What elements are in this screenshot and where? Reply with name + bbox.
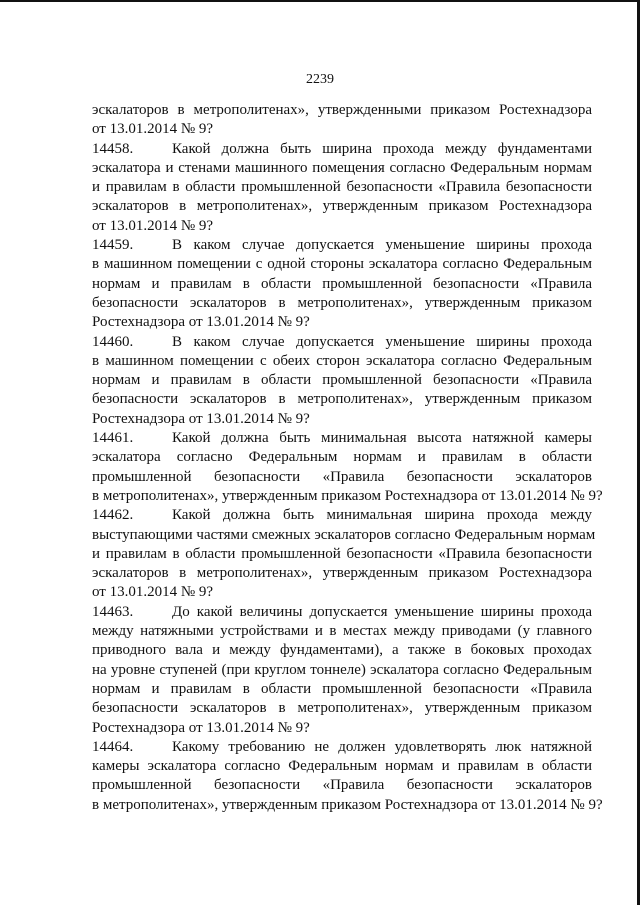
- line-text: нормам и правилам в области промышленной безопасности «Правила: [92, 680, 592, 697]
- line-text: промышленной безопасности «Правила безопасности эскалаторов: [92, 777, 592, 794]
- document-body: [92, 101, 603, 815]
- text-line: [92, 294, 592, 313]
- page-number: 2239: [306, 72, 334, 87]
- question-first-line: [92, 738, 592, 757]
- text-line: [92, 776, 592, 795]
- text-line: [92, 545, 592, 564]
- question-number: 14462.: [92, 507, 134, 524]
- line-text: нормам и правилам в области промышленной безопасности «Правила: [92, 275, 592, 292]
- text-line: [92, 197, 592, 216]
- question-number: 14461.: [92, 430, 134, 447]
- line-text: В каком случае допускается уменьшение ширины прохода: [172, 333, 592, 350]
- line-text: Ростехнадзора от 13.01.2014 № 9?: [92, 314, 310, 331]
- text-line: [92, 390, 592, 409]
- text-line: [92, 526, 596, 545]
- question-first-line: [92, 603, 592, 622]
- text-line: [92, 583, 592, 602]
- question-first-line: [92, 236, 592, 255]
- line-text: приводного вала и между фундаментами), а также в боковых проходах: [92, 642, 592, 659]
- question-first-line: [92, 333, 592, 352]
- line-text: Ростехнадзора от 13.01.2014 № 9?: [92, 410, 310, 427]
- line-text: выступающими частями смежных эскалаторов согласно Федеральным нормам: [92, 526, 596, 543]
- line-text: на уровне ступеней (при круглом тоннеле) эскалатора согласно Федеральным: [92, 661, 592, 678]
- line-text: в метрополитенах», утвержденным приказом Ростехнадзора от 13.01.2014 № 9?: [92, 487, 603, 504]
- text-line: [92, 371, 592, 390]
- line-text: безопасности эскалаторов в метрополитенах», утвержденным приказом: [92, 391, 592, 408]
- line-text: в машинном помещении с одной стороны эскалатора согласно Федеральным: [92, 256, 592, 273]
- line-text: Какой должна быть минимальная высота натяжной камеры: [172, 430, 592, 447]
- scan-edge-top: [0, 0, 640, 2]
- line-text: нормам и правилам в области промышленной безопасности «Правила: [92, 372, 592, 389]
- line-text: и правилам в области промышленной безопасности «Правила безопасности: [92, 179, 592, 196]
- text-line: [92, 680, 592, 699]
- text-line: [92, 217, 592, 236]
- text-line: [92, 159, 592, 178]
- line-text: До какой величины допускается уменьшение ширины прохода: [172, 603, 592, 620]
- question-first-line: [92, 140, 592, 159]
- question-first-line: [92, 506, 592, 525]
- text-line: [92, 352, 592, 371]
- text-line: [92, 487, 603, 506]
- text-line: [92, 275, 592, 294]
- line-text: эскалатора и стенами машинного помещения согласно Федеральным нормам: [92, 159, 592, 176]
- question-number: 14463.: [92, 603, 134, 620]
- question-number: 14464.: [92, 738, 134, 755]
- line-text: от 13.01.2014 № 9?: [92, 121, 214, 138]
- line-text: безопасности эскалаторов в метрополитенах», утвержденным приказом: [92, 294, 592, 311]
- text-line: [92, 661, 592, 680]
- line-text: Какой должна быть минимальная ширина прохода между: [172, 507, 592, 524]
- line-text: между натяжными устройствами и в местах между приводами (у главного: [92, 623, 592, 640]
- text-line: [92, 120, 592, 139]
- text-line: [92, 178, 592, 197]
- text-line: [92, 699, 592, 718]
- line-text: В каком случае допускается уменьшение ширины прохода: [172, 237, 592, 254]
- text-line: [92, 468, 592, 487]
- question-number: 14458.: [92, 140, 134, 157]
- text-line: [92, 101, 592, 120]
- line-text: от 13.01.2014 № 9?: [92, 217, 214, 234]
- line-text: от 13.01.2014 № 9?: [92, 584, 214, 601]
- text-line: [92, 313, 592, 332]
- line-text: безопасности эскалаторов в метрополитенах», утвержденным приказом: [92, 700, 592, 717]
- line-text: эскалаторов в метрополитенах», утвержденными приказом Ростехнадзора: [92, 102, 592, 118]
- line-text: в машинном помещении с обеих сторон эскалатора согласно Федеральным: [92, 352, 592, 369]
- line-text: и правилам в области промышленной безопасности «Правила безопасности: [92, 545, 592, 562]
- text-line: [92, 796, 603, 815]
- line-text: эскалаторов в метрополитенах», утвержденным приказом Ростехнадзора: [92, 565, 592, 582]
- line-text: Какой должна быть ширина прохода между фундаментами: [172, 140, 592, 157]
- question-first-line: [92, 429, 592, 448]
- line-text: эскалатора согласно Федеральным нормам и правилам в области: [92, 449, 592, 466]
- line-text: в метрополитенах», утвержденным приказом Ростехнадзора от 13.01.2014 № 9?: [92, 796, 603, 813]
- question-number: 14459.: [92, 237, 134, 254]
- text-line: [92, 622, 592, 641]
- line-text: Ростехнадзора от 13.01.2014 № 9?: [92, 719, 310, 736]
- text-line: [92, 719, 592, 738]
- text-line: [92, 757, 592, 776]
- line-text: Какому требованию не должен удовлетворять люк натяжной: [172, 738, 592, 755]
- line-text: камеры эскалатора согласно Федеральным нормам и правилам в области: [92, 758, 592, 775]
- line-text: промышленной безопасности «Правила безопасности эскалаторов: [92, 468, 592, 485]
- text-line: [92, 410, 592, 429]
- question-number: 14460.: [92, 333, 134, 350]
- line-text: эскалаторов в метрополитенах», утвержденным приказом Ростехнадзора: [92, 198, 592, 215]
- text-line: [92, 564, 592, 583]
- text-line: [92, 448, 592, 467]
- text-line: [92, 255, 592, 274]
- text-line: [92, 641, 592, 660]
